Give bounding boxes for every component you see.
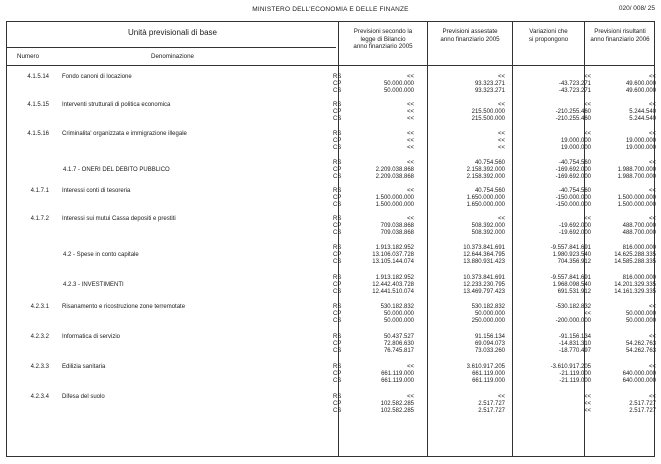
code-label: RS [333,74,342,80]
value-cell: 1.913.182.952 [375,275,414,281]
value-cell: 709.038.868 [380,230,414,236]
value-cell: 215.500.000 [471,116,505,122]
col-header-risultanti [585,28,655,43]
value-column-1 [340,394,414,415]
value-column-1 [340,275,414,296]
value-column-3 [517,334,591,355]
value-column-1 [340,74,414,95]
column-divider [427,22,428,456]
value-cell: 14.201.329.335 [614,282,656,288]
value-cell: 2.517.727 [478,408,505,414]
code-label: CS [333,289,342,295]
numero-header: Numero [17,53,40,60]
value-column-1 [340,216,414,237]
code-label: CP [333,167,342,173]
value-column-2 [431,364,505,385]
value-cell: 19.000.000 [560,145,591,151]
column-divider [512,22,513,456]
value-cell: 1.500.000.000 [617,202,656,208]
col-header-line: si propongono [528,35,569,43]
value-cell: -91.156.134 [558,334,591,340]
row-number: 4.1.7.1 [30,188,49,194]
value-column-3 [517,102,591,123]
value-cell: << [497,102,505,108]
value-cell: -169.692.000 [555,174,591,180]
value-column-2 [431,160,505,181]
value-column-4 [582,394,656,415]
value-column-4 [582,275,656,296]
value-column-1 [340,102,414,123]
col-header-line: anno finanziario 2006 [590,35,650,43]
value-column-4 [582,245,656,266]
code-label: CP [333,81,342,87]
value-cell: 93.323.271 [474,88,505,94]
value-cell: << [583,216,591,222]
value-cell: -150.000.000 [555,202,591,208]
value-cell: 704.356.912 [557,259,591,265]
value-cell: -19.692.000 [558,230,591,236]
code-label: CP [333,252,342,258]
code-label: RS [333,245,342,251]
value-cell: << [583,74,591,80]
code-label: CS [333,259,342,265]
value-column-4 [582,304,656,325]
value-cell: 1.980.923.540 [552,252,591,258]
value-cell: 13.469.797.423 [463,289,505,295]
value-cell: 102.582.285 [380,401,414,407]
value-cell: -9.557.841.691 [550,275,591,281]
value-cell: 640.000.000 [622,378,656,384]
value-column-2 [431,304,505,325]
value-cell: << [648,188,656,194]
row-denominazione: 4.2 - Spese in conto capitale [63,252,139,258]
value-column-2 [431,74,505,95]
value-cell: 661.119.000 [472,378,505,384]
value-cell: 661.119.000 [381,378,414,384]
value-cell: 1.650.000.000 [466,202,505,208]
value-column-3 [517,188,591,209]
value-column-3 [517,131,591,152]
code-label: CS [333,408,342,414]
value-column-3 [517,364,591,385]
value-column-3 [517,216,591,237]
code-label: RS [333,216,342,222]
value-cell: -3.610.917.205 [550,364,591,370]
value-column-2 [431,394,505,415]
value-column-2 [431,334,505,355]
value-cell: 816.000.000 [622,275,656,281]
value-cell: 530.182.832 [471,304,505,310]
value-cell: 2.209.038.868 [375,174,414,180]
value-cell: 54.262.763 [625,341,656,347]
value-cell: 40.754.560 [474,188,505,194]
value-cell: << [648,74,656,80]
code-label: CP [333,371,342,377]
value-column-4 [582,334,656,355]
value-cell: 215.500.000 [471,109,505,115]
value-cell: 661.119.000 [381,371,414,377]
value-cell: 2.209.038.868 [375,167,414,173]
value-cell: -40.754.560 [558,188,591,194]
row-number: 4.1.5.16 [27,131,49,137]
value-cell: 250.000.000 [471,318,505,324]
row-denominazione: 4.2.3 - INVESTIMENTI [63,282,124,288]
value-cell: -21.119.000 [559,378,591,384]
value-cell: 1.500.000.000 [617,195,656,201]
value-cell: << [406,138,414,144]
value-cell: << [583,408,591,414]
row-number: 4.1.5.15 [27,102,49,108]
value-cell: << [406,109,414,115]
code-label: CP [333,223,342,229]
value-cell: 13.880.931.423 [463,259,505,265]
value-cell: 2.517.727 [629,401,656,407]
row-number: 4.2.3.3 [30,364,49,370]
value-cell: 1.500.000.000 [375,195,414,201]
value-cell: 508.392.000 [471,230,505,236]
code-label: RS [333,131,342,137]
code-label: CS [333,145,342,151]
value-column-1 [340,188,414,209]
value-cell: 49.600.000 [625,88,656,94]
value-cell: << [583,102,591,108]
value-cell: -21.119.000 [559,371,591,377]
code-label: RS [333,364,342,370]
value-cell: << [648,102,656,108]
value-cell: << [497,131,505,137]
ministry-header: MINISTERO DELL'ECONOMIA E DELLE FINANZE [252,6,409,13]
code-label: CP [333,401,342,407]
code-label: CP [333,311,342,317]
page-code: 020/ 008/ 25 [618,5,655,12]
code-label: CP [333,341,342,347]
value-cell: << [406,188,414,194]
code-label: CS [333,378,342,384]
row-number: 4.1.5.14 [27,74,49,80]
value-cell: << [648,364,656,370]
value-cell: -14.831.310 [558,341,591,347]
value-cell: -150.000.000 [555,195,591,201]
code-label: CS [333,348,342,354]
value-cell: -43.723.271 [558,81,591,87]
row-number: 4.2.3.2 [30,334,49,340]
value-cell: 1.650.000.000 [466,195,505,201]
value-cell: -210.255.460 [555,116,591,122]
value-column-2 [431,245,505,266]
value-cell: << [497,145,505,151]
row-denominazione: Interessi conti di tesoreria [62,188,131,194]
value-column-4 [582,160,656,181]
value-cell: 50.000.000 [383,81,414,87]
col-header-legge-bilancio [340,28,426,51]
value-cell: << [583,311,591,317]
value-cell: 50.000.000 [383,311,414,317]
value-cell: 488.700.000 [622,230,656,236]
code-label: RS [333,188,342,194]
value-column-1 [340,160,414,181]
row-denominazione: Interventi strutturali di politica economica [62,102,171,108]
value-cell: << [406,74,414,80]
code-label: CS [333,230,342,236]
value-cell: -18.770.497 [558,348,591,354]
col-header-line: anno finanziario 2005 [353,43,413,50]
value-cell: 2.517.727 [478,401,505,407]
value-cell: 12.442.403.728 [372,282,414,288]
value-cell: 19.000.000 [560,138,591,144]
value-cell: 69.094.073 [474,341,505,347]
value-column-2 [431,102,505,123]
value-cell: 2.158.392.000 [466,167,505,173]
header-divider [7,47,336,48]
value-cell: 1.988.700.000 [617,174,656,180]
value-column-1 [340,245,414,266]
value-cell: << [648,160,656,166]
code-label: CS [333,318,342,324]
value-cell: 530.182.832 [380,304,414,310]
row-denominazione: 4.1.7 - ONERI DEL DEBITO PUBBLICO [63,167,170,173]
value-cell: 72.806.630 [383,341,414,347]
value-cell: -19.692.000 [558,223,591,229]
col-header-line: Previsioni risultanti [594,28,646,35]
value-column-2 [431,188,505,209]
row-denominazione: Difesa del suolo [62,394,105,400]
row-denominazione: Interessi sui mutui Cassa depositi e prestiti [62,216,176,222]
row-number: 4.1.7.2 [30,216,49,222]
value-column-3 [517,394,591,415]
row-denominazione: Criminalita' organizzata e immigrazione illegale [62,131,187,137]
value-cell: 14.585.288.335 [614,259,656,265]
row-denominazione: Fondo canoni di locazione [62,74,132,80]
value-cell: 1.500.000.000 [375,202,414,208]
value-cell: 691.531.912 [557,289,591,295]
row-number: 4.2.3.1 [30,304,49,310]
value-cell: 1.913.182.952 [375,245,414,251]
row-denominazione: Informatica di servizio [62,334,121,340]
value-cell: 12.233.230.795 [463,282,505,288]
value-cell: 640.000.000 [622,371,656,377]
value-cell: 709.038.868 [380,223,414,229]
value-column-2 [431,131,505,152]
code-label: CS [333,88,342,94]
value-column-2 [431,216,505,237]
value-cell: 1.968.098.540 [552,282,591,288]
value-column-4 [582,188,656,209]
value-column-4 [582,364,656,385]
value-cell: 13.105.144.074 [372,259,414,265]
value-cell: << [497,394,505,400]
table-main-title: Unità previsionali di base [128,28,217,37]
value-cell: << [583,401,591,407]
denominazione-header: Denominazione [151,53,194,60]
value-cell: 14.625.288.335 [614,252,656,258]
code-label: RS [333,394,342,400]
value-cell: 10.373.841.691 [463,245,505,251]
col-header-line: anno finanziario 2005 [440,35,500,43]
value-cell: << [583,131,591,137]
value-cell: 5.244.540 [629,116,656,122]
value-cell: 50.000.000 [625,311,656,317]
value-cell: << [497,216,505,222]
value-column-2 [431,275,505,296]
value-cell: 488.700.000 [622,223,656,229]
value-column-1 [340,131,414,152]
code-label: CP [333,109,342,115]
value-cell: 73.033.260 [474,348,505,354]
budget-table [6,21,655,457]
value-cell: << [497,138,505,144]
value-cell: 2.517.727 [629,408,656,414]
value-cell: << [648,394,656,400]
code-label: RS [333,102,342,108]
value-cell: 76.745.817 [383,348,414,354]
value-cell: 13.106.037.728 [372,252,414,258]
code-label: CS [333,116,342,122]
col-header-assestate [428,28,512,43]
value-cell: 50.000.000 [474,311,505,317]
value-cell: 1.988.700.000 [617,167,656,173]
value-cell: << [406,364,414,370]
value-cell: << [406,131,414,137]
value-cell: -40.754.560 [558,160,591,166]
value-cell: 50.000.000 [383,88,414,94]
value-cell: 2.158.392.000 [466,174,505,180]
value-cell: 91.156.134 [474,334,505,340]
row-number: 4.2.3.4 [30,394,49,400]
value-cell: << [497,74,505,80]
col-header-line: legge di Bilancio [360,35,406,43]
col-header-line: Previsioni secondo la [353,28,413,35]
value-cell: 19.000.000 [625,145,656,151]
value-cell: << [406,216,414,222]
value-cell: << [648,304,656,310]
value-cell: 19.000.000 [625,138,656,144]
col-header-line: Previsioni assestate [442,28,498,35]
value-cell: 54.262.763 [625,348,656,354]
value-cell: 49.600.000 [625,81,656,87]
code-label: RS [333,304,342,310]
value-cell: << [406,116,414,122]
value-cell: << [648,216,656,222]
col-header-variazioni [513,28,584,43]
value-cell: 5.244.540 [629,109,656,115]
value-cell: 12.441.510.074 [372,289,414,295]
code-label: CS [333,202,342,208]
value-cell: -530.182.832 [555,304,591,310]
value-cell: << [406,102,414,108]
value-cell: 10.373.841.691 [463,275,505,281]
header-bottom-rule [7,65,654,66]
value-cell: 50.000.000 [625,318,656,324]
value-column-3 [517,245,591,266]
value-column-3 [517,275,591,296]
value-cell: 508.392.000 [471,223,505,229]
row-denominazione: Risanamento e ricostruzione zone terremotate [62,304,186,310]
value-column-1 [340,334,414,355]
code-label: CP [333,138,342,144]
value-column-1 [340,364,414,385]
value-cell: -210.255.460 [555,109,591,115]
value-column-4 [582,216,656,237]
col-header-line: Variazioni che [529,28,568,35]
value-cell: 661.119.000 [472,371,505,377]
code-label: CP [333,282,342,288]
value-column-4 [582,102,656,123]
value-cell: 14.161.329.335 [614,289,656,295]
value-cell: -43.723.271 [558,88,591,94]
value-cell: << [648,131,656,137]
value-cell: -9.557.841.691 [550,245,591,251]
value-cell: 50.437.527 [383,334,414,340]
value-cell: << [648,334,656,340]
value-cell: << [406,160,414,166]
code-label: RS [333,160,342,166]
value-column-3 [517,74,591,95]
value-column-3 [517,304,591,325]
value-cell: 816.000.000 [622,245,656,251]
value-cell: -200.000.000 [555,318,591,324]
value-cell: 50.000.000 [383,318,414,324]
value-cell: -169.692.000 [555,167,591,173]
value-cell: << [583,394,591,400]
code-label: CP [333,195,342,201]
value-column-4 [582,131,656,152]
value-cell: 102.582.285 [380,408,414,414]
value-column-4 [582,74,656,95]
value-cell: 93.323.271 [474,81,505,87]
code-label: CS [333,174,342,180]
value-cell: << [406,145,414,151]
value-column-1 [340,304,414,325]
value-cell: 3.610.917.205 [466,364,505,370]
code-label: RS [333,275,342,281]
row-denominazione: Edilizia sanitaria [62,364,106,370]
value-cell: << [406,394,414,400]
code-label: RS [333,334,342,340]
value-column-3 [517,160,591,181]
value-cell: 12.644.364.795 [463,252,505,258]
value-cell: 40.754.560 [474,160,505,166]
